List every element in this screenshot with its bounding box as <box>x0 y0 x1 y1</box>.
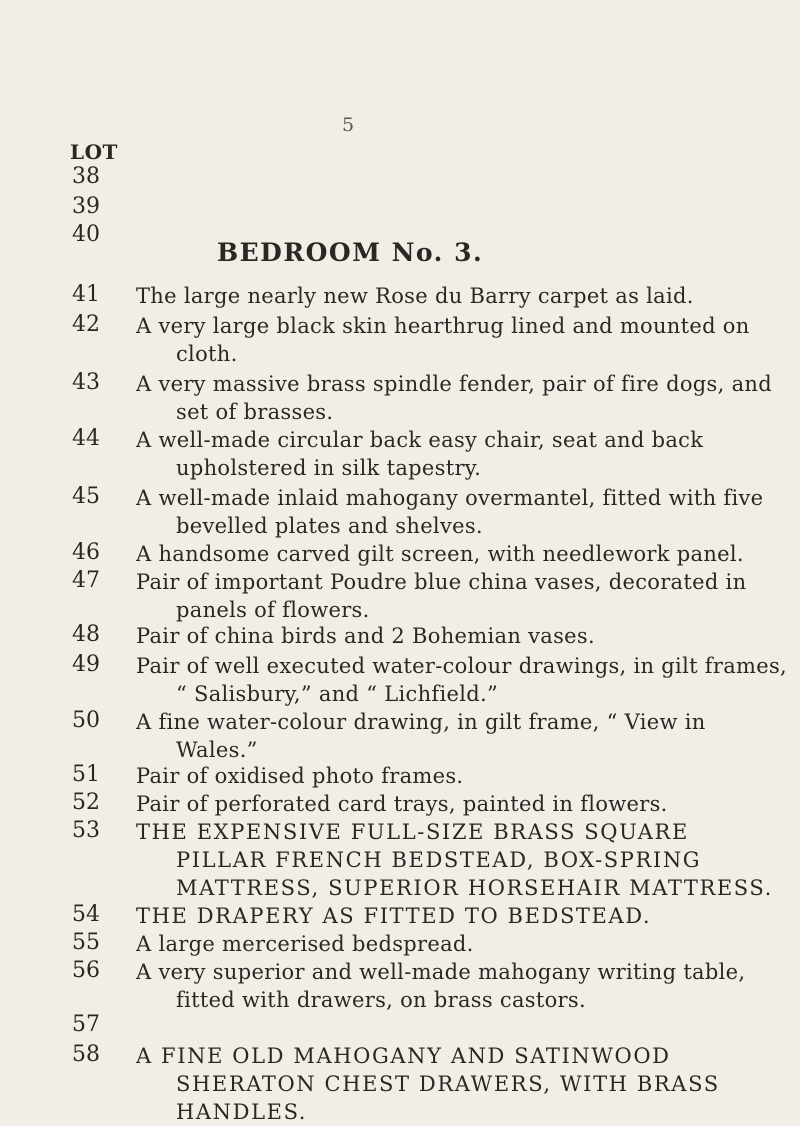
lot-number: 48 <box>72 622 100 647</box>
lot-description-line: upholstered in silk tapestry. <box>176 456 482 480</box>
lot-description-line: Pair of well executed water-colour drawings, in gilt frames, <box>136 654 788 678</box>
lot-description <box>136 282 786 310</box>
lot-description-line: A very massive brass spindle fender, pair of fire dogs, and <box>136 372 772 396</box>
lot-description-line: A very superior and well-made mahogany writing table, <box>136 960 746 984</box>
lot-number: 47 <box>72 568 100 593</box>
lot-number: 38 <box>72 164 100 189</box>
lot-number: 54 <box>72 902 100 927</box>
lot-number: 57 <box>72 1012 100 1037</box>
lot-number: 43 <box>72 370 100 395</box>
lot-description <box>136 762 786 790</box>
lot-description <box>136 312 786 368</box>
lot-description-line: THE DRAPERY AS FITTED TO BEDSTEAD. <box>136 904 652 928</box>
lot-description <box>136 902 786 930</box>
lot-description <box>136 708 786 764</box>
lot-number: 52 <box>72 790 100 815</box>
lot-description-line: The large nearly new Rose du Barry carpet as laid. <box>136 284 694 308</box>
lot-number: 40 <box>72 222 100 247</box>
lot-number: 42 <box>72 312 100 337</box>
lot-number: 44 <box>72 426 100 451</box>
lot-description <box>136 818 786 902</box>
lot-description-line: HANDLES. <box>176 1100 308 1124</box>
lot-description-line: A FINE OLD MAHOGANY AND SATINWOOD <box>136 1044 671 1068</box>
lot-number: 45 <box>72 484 100 509</box>
lot-description <box>136 790 786 818</box>
lot-number: 58 <box>72 1042 100 1067</box>
lot-description-line: cloth. <box>176 342 238 366</box>
section-heading: BEDROOM No. 3. <box>217 238 484 267</box>
page-number: 5 <box>342 114 355 136</box>
lot-description <box>136 370 786 426</box>
lot-description <box>136 930 786 958</box>
lot-description-line: MATTRESS, SUPERIOR HORSEHAIR MATTRESS. <box>176 876 773 900</box>
lot-number: 39 <box>72 194 100 219</box>
lot-description-line: fitted with drawers, on brass castors. <box>176 988 586 1012</box>
lot-description <box>136 622 786 650</box>
lot-description-line: PILLAR FRENCH BEDSTEAD, BOX-SPRING <box>176 848 702 872</box>
lot-number: 50 <box>72 708 100 733</box>
lot-description-line: A large mercerised bedspread. <box>136 932 474 956</box>
lot-description-line: Pair of perforated card trays, painted in flowers. <box>136 792 668 816</box>
lot-number: 55 <box>72 930 100 955</box>
lot-description-line: “ Salisbury,” and “ Lichfield.” <box>176 682 499 706</box>
lot-description-line: A well-made inlaid mahogany overmantel, fitted with five <box>136 486 764 510</box>
lot-description <box>136 652 786 708</box>
lot-description-line: Pair of china birds and 2 Bohemian vases. <box>136 624 595 648</box>
lot-description-line: A very large black skin hearthrug lined and mounted on <box>136 314 750 338</box>
lot-description-line: THE EXPENSIVE FULL-SIZE BRASS SQUARE <box>136 820 689 844</box>
lot-number: 49 <box>72 652 100 677</box>
lot-description <box>136 540 786 568</box>
lot-description-line: bevelled plates and shelves. <box>176 514 483 538</box>
lot-column-header: LOT <box>70 140 118 164</box>
lot-description <box>136 568 786 624</box>
lot-description-line: set of brasses. <box>176 400 334 424</box>
lot-description-line: Wales.” <box>176 738 258 762</box>
lot-description <box>136 426 786 482</box>
lot-number: 56 <box>72 958 100 983</box>
lot-description-line: A fine water-colour drawing, in gilt frame, “ View in <box>136 710 706 734</box>
lot-description-line: panels of flowers. <box>176 598 370 622</box>
lot-description-line: Pair of important Poudre blue china vases, decorated in <box>136 570 747 594</box>
lot-description-line: Pair of oxidised photo frames. <box>136 764 464 788</box>
lot-description <box>136 958 786 1014</box>
lot-description <box>136 1042 786 1126</box>
lot-number: 51 <box>72 762 100 787</box>
lot-number: 46 <box>72 540 100 565</box>
lot-description-line: A handsome carved gilt screen, with needlework panel. <box>136 542 744 566</box>
lot-number: 53 <box>72 818 100 843</box>
lot-number: 41 <box>72 282 100 307</box>
lot-description-line: SHERATON CHEST DRAWERS, WITH BRASS <box>176 1072 720 1096</box>
lot-description <box>136 484 786 540</box>
lot-description-line: A well-made circular back easy chair, seat and back <box>136 428 704 452</box>
